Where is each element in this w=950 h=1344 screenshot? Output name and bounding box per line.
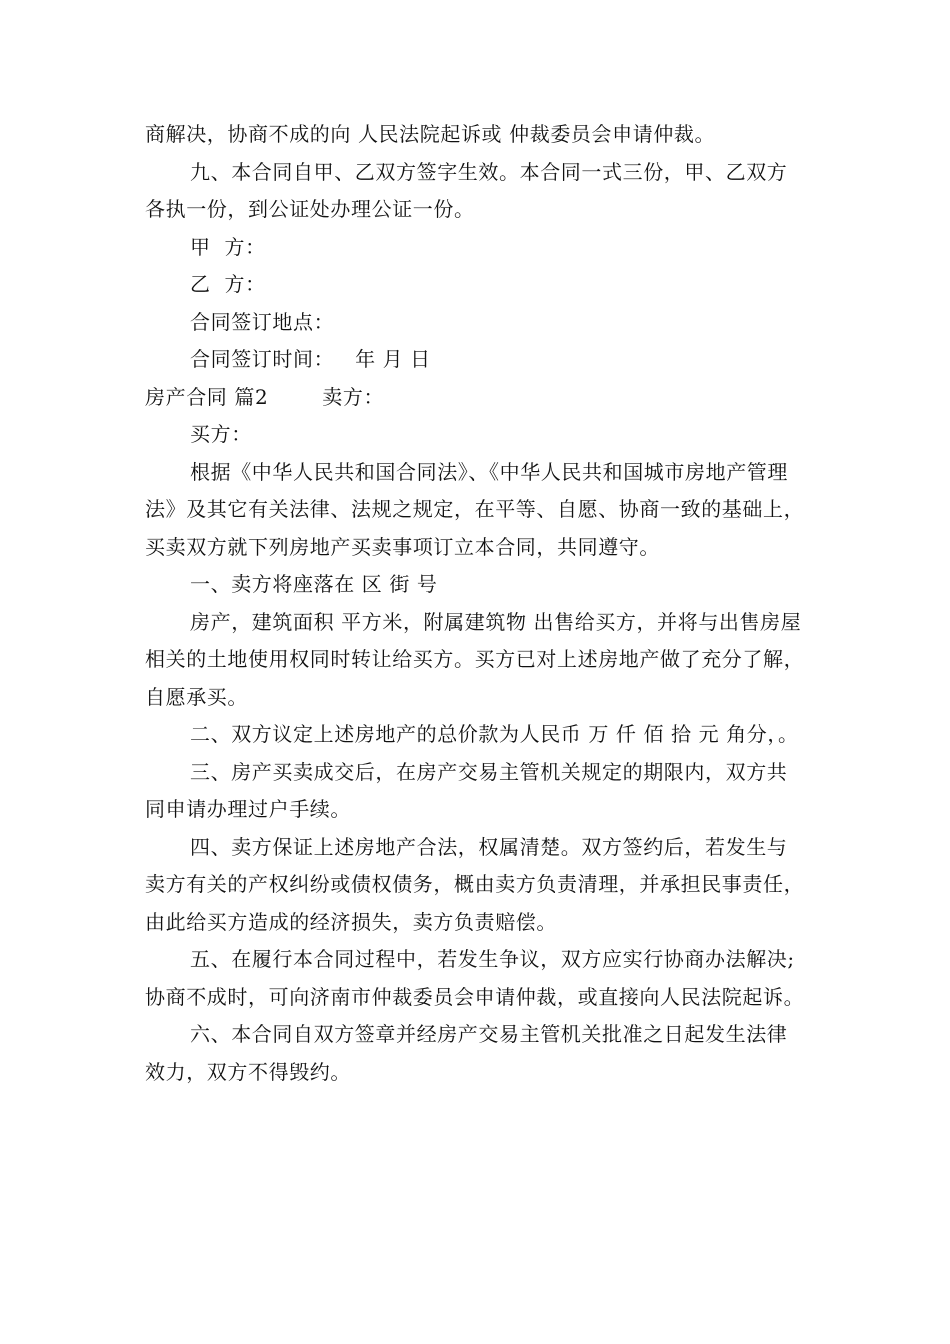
paragraph-clause-4: 四、卖方保证上述房地产合法，权属清楚。双方签约后，若发生与卖方有关的产权纠纷或债权债务，概由卖方负责清理，并承担民事责任，由此给买方造成的经济损失，卖方负责赔偿。 [145,834,805,934]
paragraph-dispute-end: 商解决，协商不成的向 人民法院起诉或 仲裁委员会申请仲裁。 [145,122,716,146]
paragraph-clause-1-property: 房产，建筑面积 平方米，附属建筑物 出售给买方，并将与出售房屋相关的土地使用权同时转让给买方。买方已对上述房地产做了充分了解，自愿承买。 [145,609,805,709]
buyer-label: 买方： [190,422,252,446]
paragraph-legal-basis: 根据《中华人民共和国合同法》、《中华人民共和国城市房地产管理法》及其它有关法律、法规之规定，在平等、自愿、协商一致的基础上，买卖双方就下列房地产买卖事项订立本合同，共同遵守。 [145,459,805,559]
paragraph-clause-2: 二、双方议定上述房地产的总价款为人民币 万 仟 佰 拾 元 角分，。 [190,722,799,746]
paragraph-clause-9: 九、本合同自甲、乙双方签字生效。本合同一式三份，甲、乙双方各执一份，到公证处办理公证一份。 [145,159,788,221]
document-body [145,116,807,1091]
paragraph-clause-1-location: 一、卖方将座落在 区 街 号 [190,572,438,596]
paragraph-clause-6: 六、本合同自双方签章并经房产交易主管机关批准之日起发生法律效力，双方不得毁约。 [145,1022,788,1084]
seller-label: 卖方： [322,384,385,409]
section-heading-line [145,379,807,417]
section-title: 房产合同 篇2 [145,384,269,409]
paragraph-clause-3: 三、房产买卖成交后，在房产交易主管机关规定的期限内，双方共同申请办理过户手续。 [145,759,788,821]
party-b-label: 乙 方： [190,272,266,296]
party-a-label: 甲 方： [190,234,266,259]
signing-date-label: 合同签订时间： 年 月 日 [190,347,431,371]
signing-place-label: 合同签订地点： [190,309,335,334]
paragraph-clause-5: 五、在履行本合同过程中，若发生争议，双方应实行协商办法解决;协商不成时，可向济南市仲裁委员会申请仲裁，或直接向人民法院起诉。 [145,947,805,1009]
